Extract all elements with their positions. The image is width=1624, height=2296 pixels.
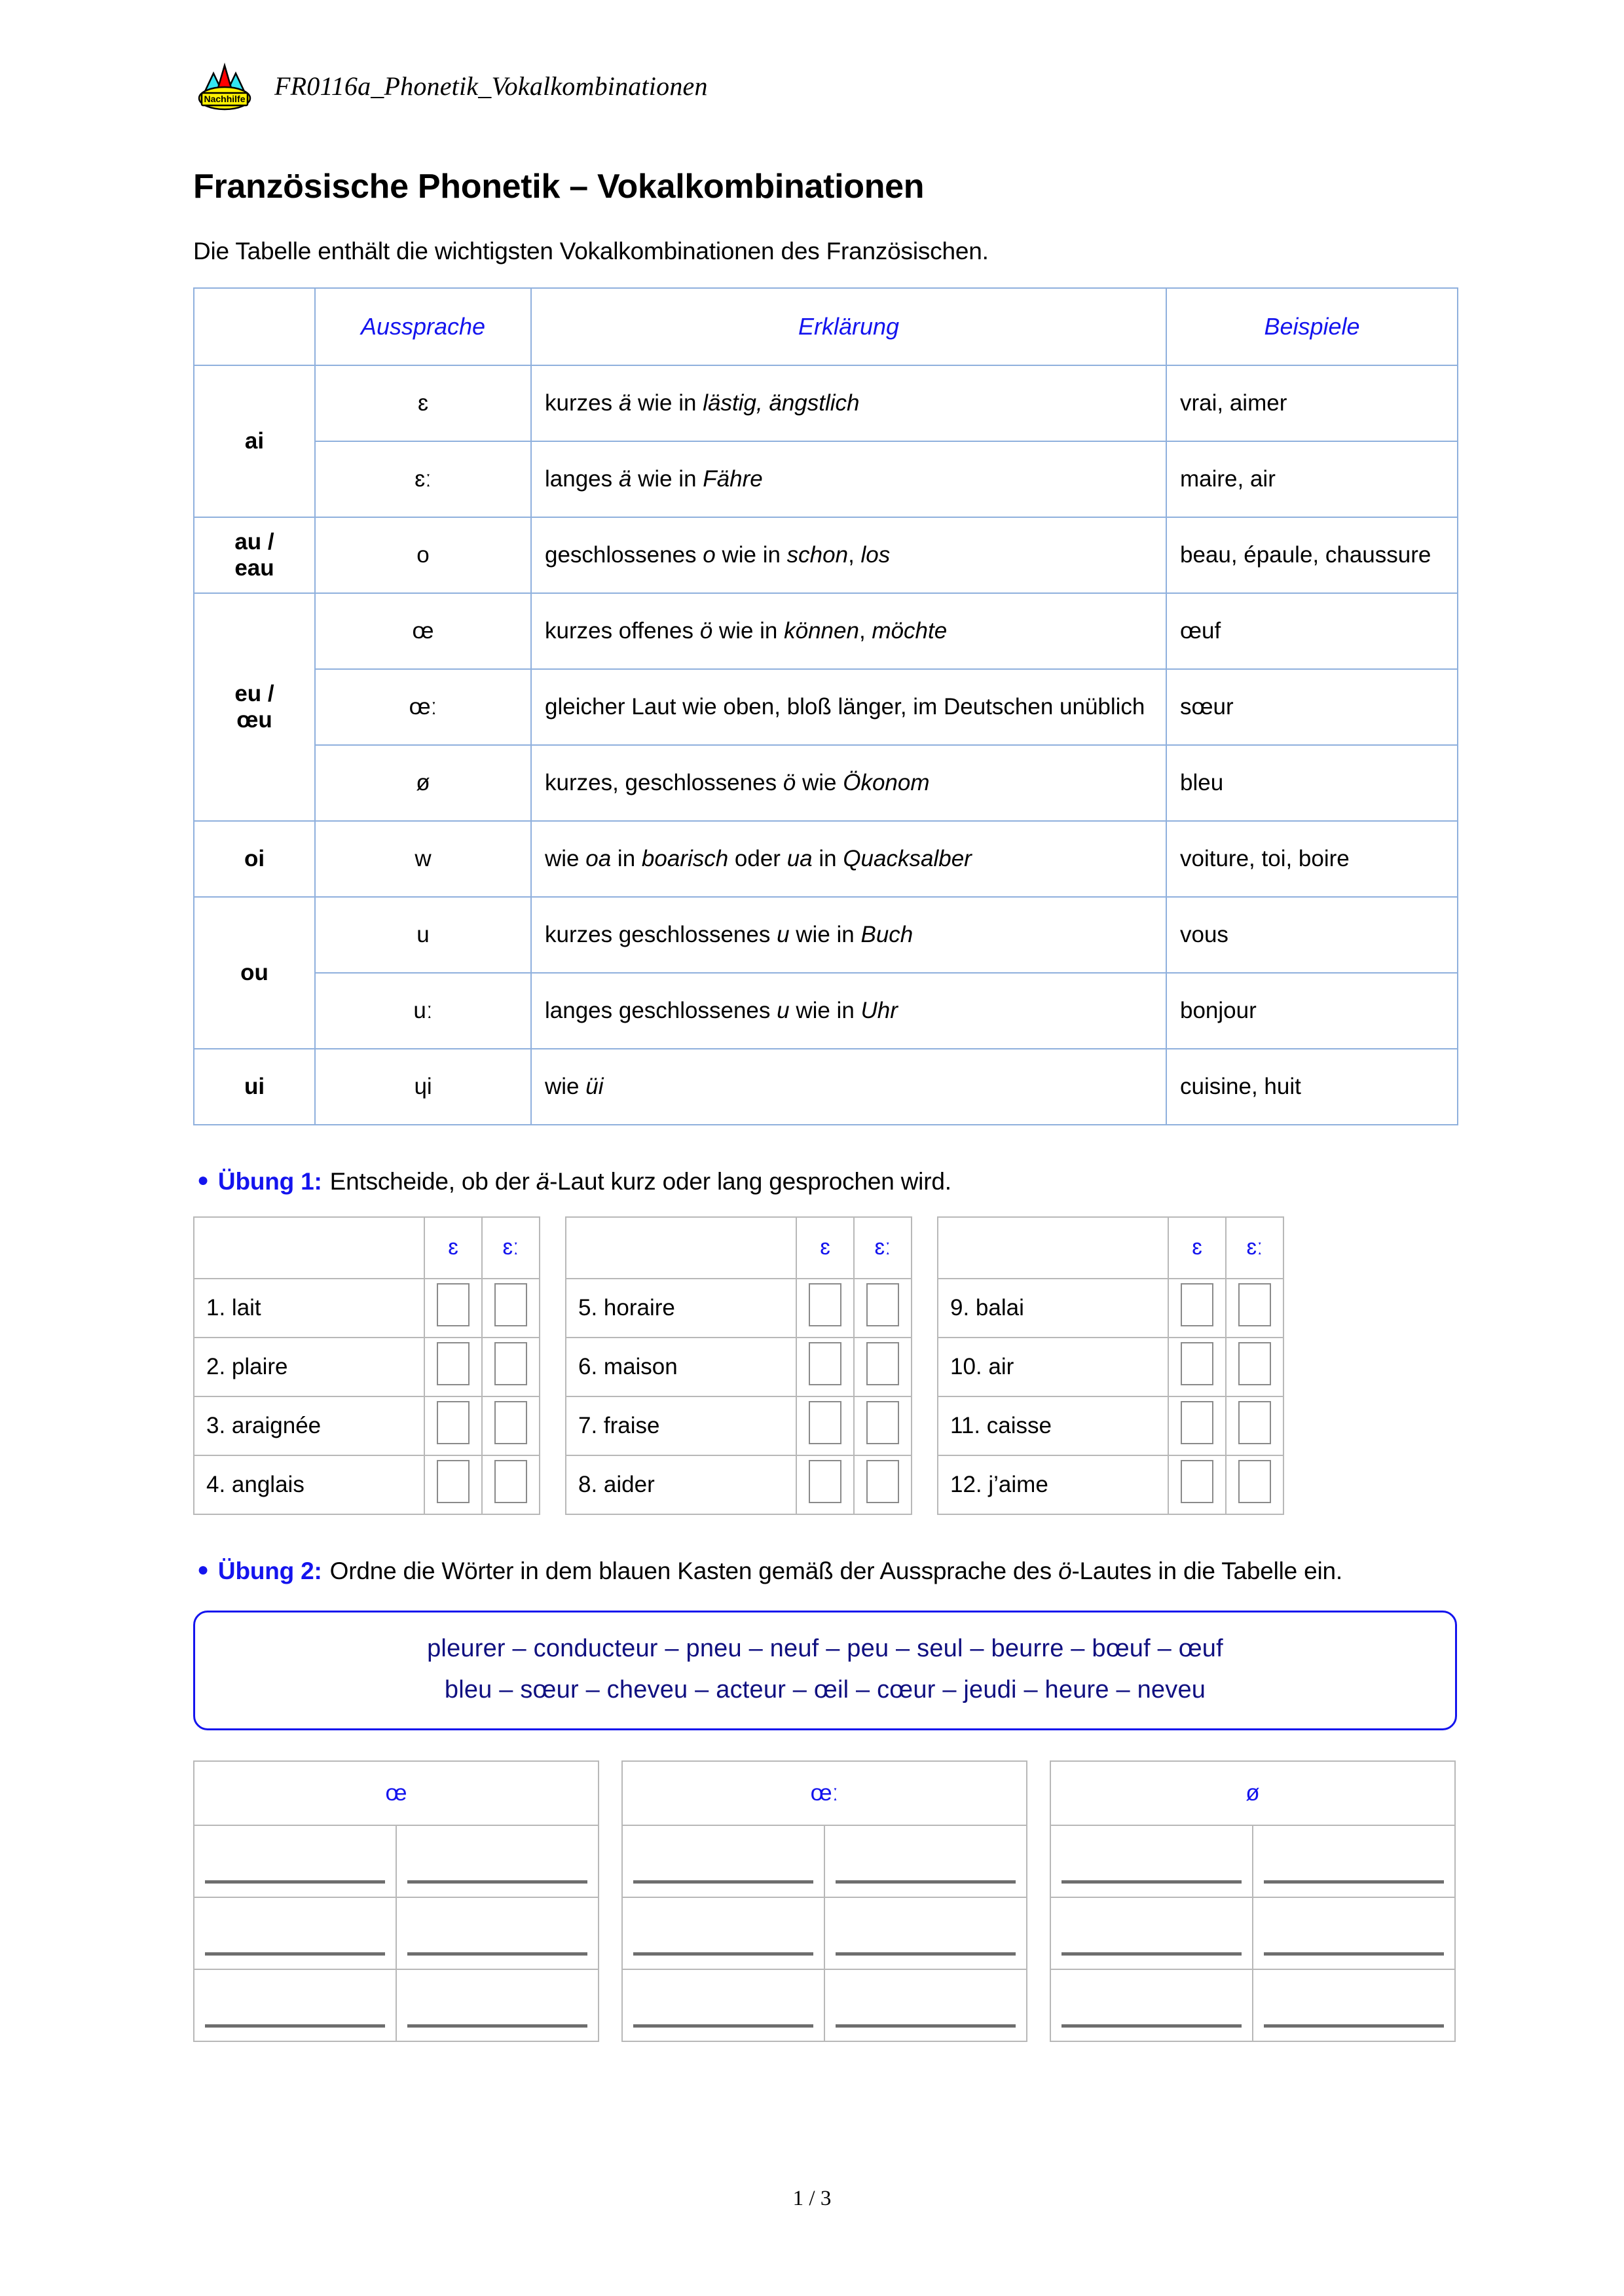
- table-row: [194, 517, 1458, 593]
- checkbox[interactable]: [1181, 1401, 1213, 1444]
- table-row: [194, 1825, 599, 1897]
- th-short-vowel: ɛ: [424, 1217, 482, 1279]
- table-header-row: [566, 1217, 912, 1279]
- cell-combination: eu / œu: [194, 593, 315, 821]
- cell-combination: au / eau: [194, 517, 315, 593]
- table-header-row: [622, 1761, 1027, 1825]
- cell-explanation: kurzes offenes ö wie in können, möchte: [531, 593, 1166, 669]
- table-row: [194, 1279, 540, 1338]
- table-row: [194, 669, 1458, 745]
- cell-examples: maire, air: [1166, 441, 1458, 517]
- answer-blank-cell[interactable]: [194, 1825, 396, 1897]
- checkbox-cell-short[interactable]: [424, 1338, 482, 1396]
- table-row: [938, 1338, 1283, 1396]
- answer-blank-cell[interactable]: [1050, 1825, 1253, 1897]
- table-row: [1050, 1825, 1455, 1897]
- table-row: [938, 1279, 1283, 1338]
- svg-text:Nachhilfe: Nachhilfe: [204, 94, 246, 104]
- checkbox[interactable]: [1181, 1283, 1213, 1326]
- writing-line: [1264, 1880, 1444, 1884]
- th-long-vowel: ɛː: [1226, 1217, 1283, 1279]
- checkbox[interactable]: [1181, 1460, 1213, 1503]
- cell-examples: cuisine, huit: [1166, 1049, 1458, 1125]
- word-bank-line: bleu – sœur – cheveu – acteur – œil – cœur – jeudi – heure – neveu: [444, 1675, 1206, 1704]
- cell-explanation: gleicher Laut wie oben, bloß länger, im Deutschen unüblich: [531, 669, 1166, 745]
- checkbox-cell-short[interactable]: [1168, 1338, 1226, 1396]
- table-row: [566, 1279, 912, 1338]
- checkbox[interactable]: [494, 1342, 527, 1385]
- exercise-word: 9. balai: [938, 1279, 1168, 1338]
- checkbox[interactable]: [866, 1283, 899, 1326]
- table-row: [194, 1396, 540, 1455]
- checkbox[interactable]: [809, 1342, 841, 1385]
- answer-table: [193, 1760, 599, 2042]
- exercise-1-table: [193, 1216, 540, 1515]
- th-word: [938, 1217, 1168, 1279]
- table-row: [194, 745, 1458, 821]
- cell-examples: bonjour: [1166, 973, 1458, 1049]
- checkbox-cell-short[interactable]: [1168, 1455, 1226, 1514]
- table-row: [622, 1897, 1027, 1969]
- cell-explanation: langes geschlossenes u wie in Uhr: [531, 973, 1166, 1049]
- cell-pronunciation: ɛː: [315, 441, 531, 517]
- table-row: [194, 365, 1458, 441]
- checkbox[interactable]: [494, 1460, 527, 1503]
- exercise-1-table: [565, 1216, 912, 1515]
- exercise-word: 5. horaire: [566, 1279, 796, 1338]
- answer-blank-cell[interactable]: [824, 1897, 1027, 1969]
- writing-line: [836, 2024, 1016, 2028]
- writing-line: [205, 2024, 385, 2028]
- answer-blank-cell[interactable]: [1253, 1969, 1455, 2041]
- cell-examples: vrai, aimer: [1166, 365, 1458, 441]
- cell-pronunciation: ø: [315, 745, 531, 821]
- cell-pronunciation: œː: [315, 669, 531, 745]
- answer-blank-cell[interactable]: [1253, 1897, 1455, 1969]
- cell-explanation: kurzes geschlossenes u wie in Buch: [531, 897, 1166, 973]
- document-body: [193, 167, 1457, 2042]
- checkbox[interactable]: [494, 1401, 527, 1444]
- cell-pronunciation: o: [315, 517, 531, 593]
- writing-line: [633, 1952, 813, 1956]
- writing-line: [1061, 1952, 1242, 1956]
- answer-blank-cell[interactable]: [194, 1897, 396, 1969]
- answer-table-header: ø: [1050, 1761, 1455, 1825]
- answer-blank-cell[interactable]: [622, 1969, 824, 2041]
- cell-examples: beau, épaule, chaussure: [1166, 517, 1458, 593]
- cell-combination: oi: [194, 821, 315, 897]
- exercise-2-answer-tables: [193, 1760, 1457, 2042]
- table-row: [194, 1049, 1458, 1125]
- table-row: [194, 1969, 599, 2041]
- exercise-word: 12. j’aime: [938, 1455, 1168, 1514]
- table-row: [1050, 1897, 1455, 1969]
- cell-combination: ui: [194, 1049, 315, 1125]
- checkbox-cell-short[interactable]: [424, 1279, 482, 1338]
- writing-line: [1264, 1952, 1444, 1956]
- cell-combination: ou: [194, 897, 315, 1049]
- table-header-row: [938, 1217, 1283, 1279]
- vowel-table-body: [194, 365, 1458, 1125]
- th-long-vowel: ɛː: [854, 1217, 912, 1279]
- checkbox-cell-long[interactable]: [854, 1396, 912, 1455]
- bullet-icon: ●: [197, 1169, 209, 1191]
- th-beispiele: Beispiele: [1166, 288, 1458, 365]
- exercise-2-label: Übung 2:: [217, 1557, 322, 1584]
- exercise-1-instruction: Entscheide, ob der ä-Laut kurz oder lang gesprochen wird.: [329, 1168, 951, 1195]
- answer-blank-cell[interactable]: [1050, 1969, 1253, 2041]
- checkbox-cell-long[interactable]: [1226, 1279, 1283, 1338]
- cell-combination: ai: [194, 365, 315, 517]
- checkbox[interactable]: [866, 1342, 899, 1385]
- writing-line: [407, 1880, 587, 1884]
- checkbox[interactable]: [1238, 1342, 1271, 1385]
- checkbox-cell-short[interactable]: [1168, 1279, 1226, 1338]
- answer-blank-cell[interactable]: [194, 1969, 396, 2041]
- checkbox[interactable]: [1238, 1401, 1271, 1444]
- checkbox[interactable]: [866, 1460, 899, 1503]
- cell-explanation: wie oa in boarisch oder ua in Quacksalber: [531, 821, 1166, 897]
- answer-blank-cell[interactable]: [824, 1825, 1027, 1897]
- checkbox-cell-long[interactable]: [482, 1396, 540, 1455]
- exercise-2-instruction: Ordne die Wörter in dem blauen Kasten gemäß der Aussprache des ö-Lautes in die Tabelle ein.: [329, 1557, 1342, 1584]
- exercise-2-heading: [193, 1554, 1457, 1589]
- table-row: [566, 1455, 912, 1514]
- table-row: [194, 1338, 540, 1396]
- table-row: [194, 441, 1458, 517]
- writing-line: [407, 2024, 587, 2028]
- checkbox-cell-long[interactable]: [1226, 1455, 1283, 1514]
- table-row: [194, 821, 1458, 897]
- writing-line: [633, 2024, 813, 2028]
- exercise-word: 4. anglais: [194, 1455, 424, 1514]
- table-row: [622, 1825, 1027, 1897]
- checkbox[interactable]: [1238, 1283, 1271, 1326]
- cell-examples: œuf: [1166, 593, 1458, 669]
- table-row: [622, 1969, 1027, 2041]
- checkbox[interactable]: [437, 1283, 470, 1326]
- exercise-word: 1. lait: [194, 1279, 424, 1338]
- page-footer: 1 / 3: [792, 2187, 832, 2210]
- exercise-word: 10. air: [938, 1338, 1168, 1396]
- answer-blank-cell[interactable]: [622, 1825, 824, 1897]
- writing-line: [407, 1952, 587, 1956]
- table-row: [938, 1396, 1283, 1455]
- checkbox[interactable]: [1181, 1342, 1213, 1385]
- answer-table: [621, 1760, 1027, 2042]
- cell-pronunciation: uː: [315, 973, 531, 1049]
- answer-blank-cell[interactable]: [396, 1825, 599, 1897]
- cell-examples: voiture, toi, boire: [1166, 821, 1458, 897]
- cell-explanation: langes ä wie in Fähre: [531, 441, 1166, 517]
- writing-line: [633, 1880, 813, 1884]
- table-row: [938, 1455, 1283, 1514]
- document-header: [193, 60, 708, 111]
- checkbox-cell-long[interactable]: [482, 1279, 540, 1338]
- writing-line: [1264, 2024, 1444, 2028]
- checkbox-cell-long[interactable]: [854, 1338, 912, 1396]
- table-header-row: [194, 1217, 540, 1279]
- table-header-row: [194, 1761, 599, 1825]
- bullet-icon: ●: [197, 1558, 209, 1580]
- th-word: [194, 1217, 424, 1279]
- answer-blank-cell[interactable]: [1050, 1897, 1253, 1969]
- table-row: [194, 973, 1458, 1049]
- checkbox-cell-short[interactable]: [796, 1279, 854, 1338]
- checkbox-cell-long[interactable]: [482, 1338, 540, 1396]
- exercise-1-label: Übung 1:: [217, 1168, 322, 1195]
- checkbox[interactable]: [494, 1283, 527, 1326]
- checkbox-cell-short[interactable]: [1168, 1396, 1226, 1455]
- th-short-vowel: ɛ: [796, 1217, 854, 1279]
- table-row: [566, 1396, 912, 1455]
- th-erklaerung: Erklärung: [531, 288, 1166, 365]
- answer-blank-cell[interactable]: [824, 1969, 1027, 2041]
- exercise-word: 6. maison: [566, 1338, 796, 1396]
- checkbox-cell-long[interactable]: [854, 1455, 912, 1514]
- vowel-combination-table: [193, 287, 1458, 1125]
- cell-pronunciation: u: [315, 897, 531, 973]
- answer-table: [1050, 1760, 1456, 2042]
- th-combination: [194, 288, 315, 365]
- checkbox[interactable]: [437, 1401, 470, 1444]
- cell-explanation: kurzes ä wie in lästig, ängstlich: [531, 365, 1166, 441]
- header-title: FR0116a_Phonetik_Vokalkombinationen: [274, 71, 708, 101]
- checkbox-cell-short[interactable]: [796, 1338, 854, 1396]
- exercise-1-heading: [193, 1165, 1457, 1199]
- checkbox-cell-short[interactable]: [424, 1455, 482, 1514]
- table-row: [1050, 1969, 1455, 2041]
- cell-explanation: geschlossenes o wie in schon, los: [531, 517, 1166, 593]
- checkbox[interactable]: [809, 1401, 841, 1444]
- table-row: [194, 1897, 599, 1969]
- th-long-vowel: ɛː: [482, 1217, 540, 1279]
- checkbox[interactable]: [1238, 1460, 1271, 1503]
- cell-examples: sœur: [1166, 669, 1458, 745]
- answer-blank-cell[interactable]: [396, 1897, 599, 1969]
- exercise-word: 11. caisse: [938, 1396, 1168, 1455]
- table-row: [566, 1338, 912, 1396]
- cell-explanation: wie üi: [531, 1049, 1166, 1125]
- cell-pronunciation: œ: [315, 593, 531, 669]
- checkbox[interactable]: [809, 1460, 841, 1503]
- exercise-word: 2. plaire: [194, 1338, 424, 1396]
- checkbox-cell-short[interactable]: [796, 1396, 854, 1455]
- table-header-row: [1050, 1761, 1455, 1825]
- th-word: [566, 1217, 796, 1279]
- checkbox-cell-short[interactable]: [796, 1455, 854, 1514]
- writing-line: [1061, 2024, 1242, 2028]
- answer-table-header: œː: [622, 1761, 1027, 1825]
- checkbox-cell-long[interactable]: [1226, 1338, 1283, 1396]
- word-bank-box: [193, 1611, 1457, 1730]
- writing-line: [836, 1952, 1016, 1956]
- writing-line: [836, 1880, 1016, 1884]
- writing-line: [1061, 1880, 1242, 1884]
- nachhilfe-logo-icon: [193, 60, 256, 111]
- answer-blank-cell[interactable]: [1253, 1825, 1455, 1897]
- writing-line: [205, 1952, 385, 1956]
- answer-blank-cell[interactable]: [396, 1969, 599, 2041]
- exercise-word: 7. fraise: [566, 1396, 796, 1455]
- th-short-vowel: ɛ: [1168, 1217, 1226, 1279]
- answer-table-header: œ: [194, 1761, 599, 1825]
- word-bank-line: pleurer – conducteur – pneu – neuf – peu – seul – beurre – bœuf – œuf: [427, 1635, 1223, 1663]
- intro-paragraph: Die Tabelle enthält die wichtigsten Vokalkombinationen des Französischen.: [193, 238, 989, 264]
- table-row: [194, 593, 1458, 669]
- checkbox[interactable]: [866, 1401, 899, 1444]
- table-row: [194, 1455, 540, 1514]
- checkbox-cell-long[interactable]: [482, 1455, 540, 1514]
- exercise-word: 8. aider: [566, 1455, 796, 1514]
- exercise-1-table: [937, 1216, 1284, 1515]
- writing-line: [205, 1880, 385, 1884]
- cell-pronunciation: w: [315, 821, 531, 897]
- checkbox[interactable]: [437, 1460, 470, 1503]
- checkbox[interactable]: [437, 1342, 470, 1385]
- cell-explanation: kurzes, geschlossenes ö wie Ökonom: [531, 745, 1166, 821]
- checkbox-cell-long[interactable]: [1226, 1396, 1283, 1455]
- table-row: [194, 897, 1458, 973]
- table-header-row: [194, 288, 1458, 365]
- checkbox-cell-short[interactable]: [424, 1396, 482, 1455]
- answer-blank-cell[interactable]: [622, 1897, 824, 1969]
- cell-pronunciation: ɛ: [315, 365, 531, 441]
- checkbox-cell-long[interactable]: [854, 1279, 912, 1338]
- cell-examples: bleu: [1166, 745, 1458, 821]
- cell-examples: vous: [1166, 897, 1458, 973]
- checkbox[interactable]: [809, 1283, 841, 1326]
- cell-pronunciation: ɥi: [315, 1049, 531, 1125]
- page-title: Französische Phonetik – Vokalkombinationen: [193, 168, 925, 206]
- exercise-word: 3. araignée: [194, 1396, 424, 1455]
- exercise-1-tables: [193, 1216, 1457, 1515]
- th-aussprache: Aussprache: [315, 288, 531, 365]
